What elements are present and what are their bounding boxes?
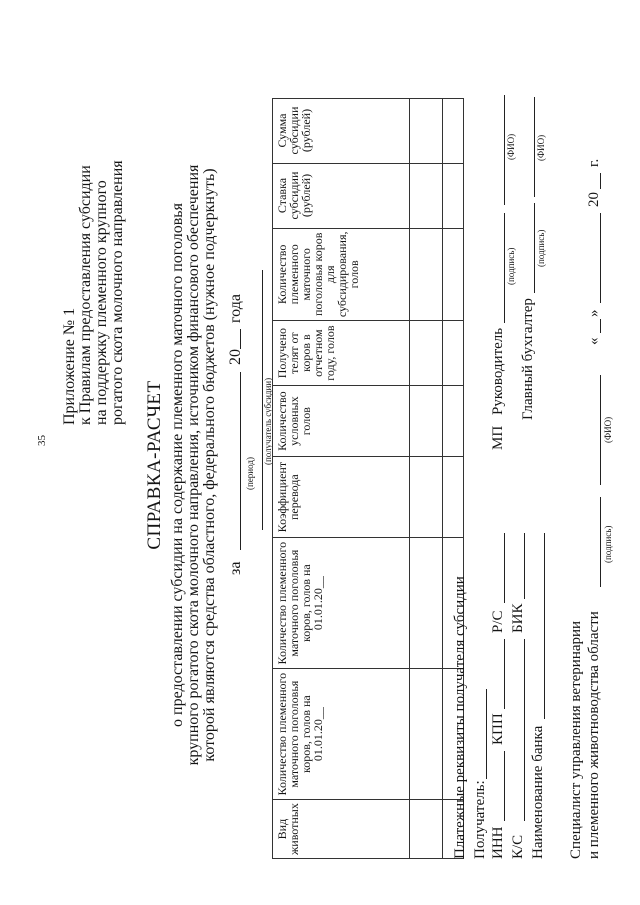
- table-cell[interactable]: [410, 538, 443, 669]
- accountant-fio-hint: (ФИО): [536, 134, 546, 161]
- table-cell[interactable]: [443, 386, 464, 457]
- stamp-mark: МП: [490, 425, 506, 450]
- appendix-line: Приложение № 1: [61, 307, 78, 425]
- kpp-label: КПП: [490, 713, 506, 745]
- head-label: Руководитель: [490, 327, 506, 415]
- period-hint: (период): [245, 457, 255, 490]
- recipient-label: Получатель:: [472, 780, 488, 859]
- date-day-field[interactable]: [600, 319, 601, 333]
- table-cell[interactable]: [443, 321, 464, 386]
- header-subsidy-rate: Ставка субсидии (рублей): [273, 163, 410, 228]
- date-open-quote: «: [586, 337, 602, 345]
- recipient-hint: (получатель субсидии): [263, 377, 273, 465]
- date-year-prefix: 20: [586, 192, 602, 207]
- table-cell[interactable]: [410, 457, 443, 538]
- header-calves-received: Получено телят от коров в отчетном году, голов: [273, 321, 410, 386]
- subtitle-line: крупного рогатого скота молочного направления, источником финансового обеспечения: [185, 164, 202, 766]
- period-field[interactable]: [240, 372, 241, 550]
- ks-label: К/С: [510, 834, 526, 859]
- specialist-label-line1: Специалист управления ветеринарии: [568, 620, 584, 859]
- bik-label: БИК: [510, 603, 526, 633]
- year-prefix: 20: [227, 349, 244, 365]
- accountant-label: Главный бухгалтер: [520, 298, 536, 420]
- date-month-field[interactable]: [600, 213, 601, 303]
- specialist-fio-field[interactable]: [600, 375, 601, 485]
- table-cell[interactable]: [410, 386, 443, 457]
- header-animal-type: Вид животных: [273, 800, 410, 859]
- year-field[interactable]: [240, 329, 241, 349]
- accountant-signature-hint: (подпись): [536, 229, 546, 267]
- rs-input[interactable]: [504, 533, 505, 603]
- inn-input[interactable]: [504, 751, 505, 821]
- bank-label: Наименование банка: [530, 725, 546, 859]
- rs-label: Р/С: [490, 610, 506, 633]
- document-title: СПРАВКА-РАСЧЕТ: [144, 380, 165, 550]
- date-year-suffix: г.: [586, 158, 602, 167]
- table-cell[interactable]: [443, 228, 464, 321]
- table-header-row: [273, 98, 410, 858]
- appendix-line: на поддержку племенного крупного: [93, 180, 110, 425]
- table-cell[interactable]: [410, 98, 443, 163]
- header-subsidy-sum: Сумма субсидии (рублей): [273, 98, 410, 163]
- year-suffix: года: [227, 294, 244, 323]
- table-cell[interactable]: [443, 98, 464, 163]
- header-conversion-coefficient: Коэффициент перевода: [273, 457, 410, 538]
- calculation-table: [272, 98, 464, 859]
- table-cell[interactable]: [443, 457, 464, 538]
- appendix-note: [62, 15, 126, 425]
- date-close-quote: »: [586, 309, 602, 317]
- head-signature-hint: (подпись): [506, 247, 516, 285]
- recipient-input[interactable]: [486, 689, 487, 779]
- specialist-signature-field[interactable]: [600, 497, 601, 587]
- header-herd-end: Количество племенного маточного поголовья коров, голов на 01.01.20__: [273, 538, 410, 669]
- subtitle-line: которой являются средства областного, федерального бюджетов (нужное подчеркнуть): [201, 168, 218, 762]
- specialist-signature-hint: (подпись): [603, 525, 613, 563]
- date-year-field[interactable]: [600, 173, 601, 189]
- header-herd-start: Количество племенного маточного поголовья коров, голов на 01.01.20__: [273, 669, 410, 800]
- kpp-input[interactable]: [504, 639, 505, 709]
- period-label: за: [227, 561, 244, 575]
- appendix-line: к Правилам предоставления субсидии: [77, 165, 94, 425]
- table-cell[interactable]: [410, 669, 443, 800]
- ks-input[interactable]: [524, 639, 525, 821]
- page-number: 35: [36, 435, 48, 446]
- appendix-line: рогатого скота молочного направления: [109, 160, 126, 425]
- head-signature-field[interactable]: [504, 213, 505, 323]
- table-cell[interactable]: [410, 321, 443, 386]
- accountant-signature-field[interactable]: [534, 203, 535, 293]
- head-fio-field[interactable]: [504, 95, 505, 205]
- inn-label: ИНН: [490, 826, 506, 859]
- head-fio-hint: (ФИО): [506, 133, 516, 160]
- accountant-fio-field[interactable]: [534, 97, 535, 197]
- table-cell[interactable]: [410, 163, 443, 228]
- bank-input[interactable]: [544, 533, 545, 719]
- table-cell[interactable]: [410, 228, 443, 321]
- table-cell[interactable]: [443, 163, 464, 228]
- subtitle-line: о предоставлении субсидии на содержание племенного маточного поголовья: [169, 203, 186, 727]
- table-row: [410, 98, 443, 858]
- specialist-fio-hint: (ФИО): [603, 416, 613, 443]
- document-subtitle: [170, 85, 218, 845]
- header-heads-for-subsidy: Количество племенного маточного поголовья коров для субсидирования, голов: [273, 228, 410, 321]
- requisites-heading: Платежные реквизиты получателя субсидии: [452, 576, 468, 859]
- specialist-label-line2: и племенного животноводства области: [586, 611, 602, 859]
- header-conventional-heads: Количество условных голов: [273, 386, 410, 457]
- table-cell[interactable]: [410, 800, 443, 859]
- bik-input[interactable]: [524, 533, 525, 599]
